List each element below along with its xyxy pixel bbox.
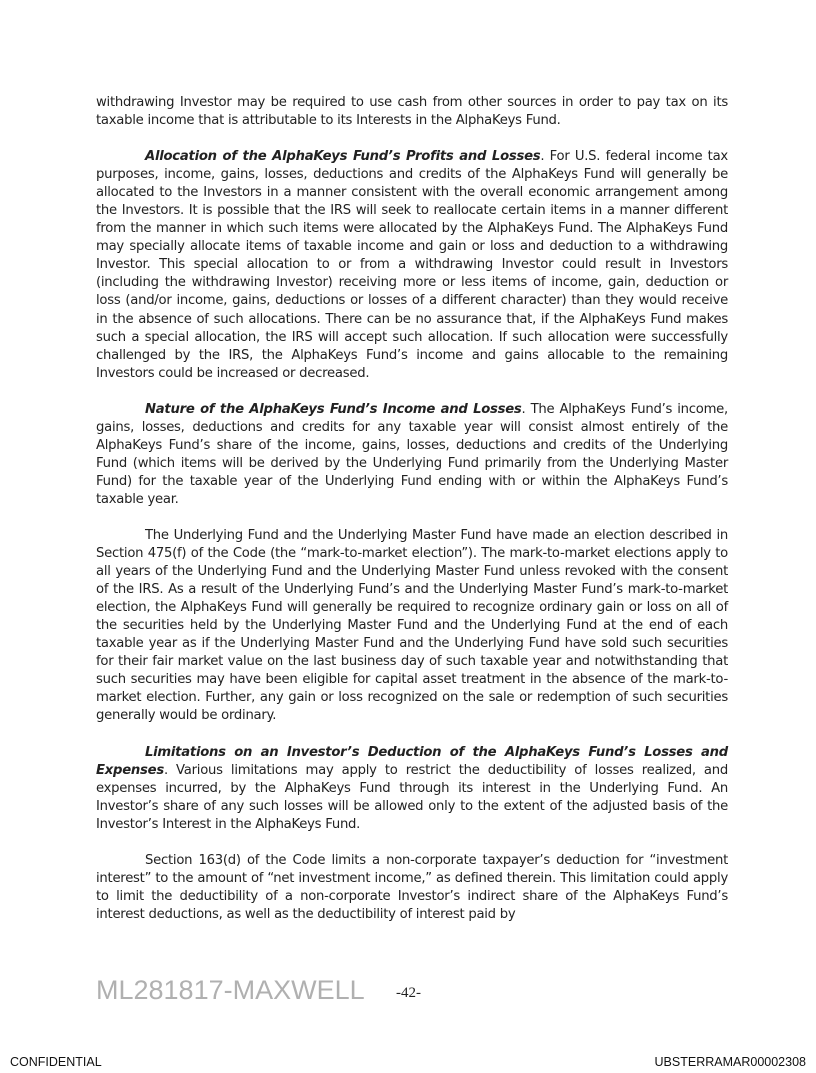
paragraph-text: . For U.S. federal income tax purposes, income, gains, losses, deductions and credits of the AlphaKeys Fund will generally be allocated to the Investors in a manner consistent with the overall economic arrangement among the Investors. It is possible that the IRS will seek to reallocate certain items in a manner different from the manner in which such items were allocated by the AlphaKeys Fund. The AlphaKeys Fund may specially allocate items of taxable income and gain or loss and deduction to a withdrawing Investor. This special allocation to or from a withdrawing Investor could result in Investors (including the withdrawing Investor) receiving more or less items of income, gain, deduction or loss (and/or income, gains, deductions or losses of a different character) than they would receive in the absence of such allocations. There can be no assurance that, if the AlphaKeys Fund makes such a special allocation, the IRS will accept such allocation. If such allocation were successfully challenged by the IRS, the AlphaKeys Fund’s income and gains allocable to the remaining Investors could be increased or decreased. — [96, 149, 728, 381]
paragraph-text: . Various limitations may apply to restrict the deductibility of losses realized, and expenses incurred, by the AlphaKeys Fund through its interest in the Underlying Fund. An Investor’s share of any such losses will be allowed only to the extent of the adjusted basis of the Investor’s Interest in the AlphaKeys Fund. — [96, 762, 728, 832]
paragraph-1 — [96, 94, 728, 130]
bates-number: UBSTERRAMAR00002308 — [654, 1055, 806, 1069]
document-body — [96, 94, 728, 942]
confidential-label: CONFIDENTIAL — [10, 1055, 102, 1069]
watermark-stamp: ML281817-MAXWELL — [96, 975, 365, 1005]
paragraph-nature — [96, 401, 728, 509]
paragraph-text: The Underlying Fund and the Underlying Master Fund have made an election described in Section 475(f) of the Code (the “mark-to-market election”). The mark-to-market elections apply to all years of the Underlying Fund and the Underlying Master Fund unless revoked with the consent of the IRS. As a result of the Underlying Fund’s and the Underlying Master Fund’s mark-to-market election, the AlphaKeys Fund will generally be required to recognize ordinary gain or loss on all of the securities held by the Underlying Master Fund and the Underlying Fund at the end of each taxable year as if the Underlying Master Fund and the Underlying Fund have sold such securities for their fair market value on the last business day of such taxable year and notwithstanding that such securities may have been eligible for capital asset treatment in the absence of the mark-to-market election. Further, any gain or loss recognized on the sale or redemption of such securities generally would be ordinary. — [96, 527, 728, 724]
section-heading: Allocation of the AlphaKeys Fund’s Profits and Losses — [145, 149, 541, 165]
paragraph-text: . The AlphaKeys Fund’s income, gains, losses, deductions and credits for any taxable year will consist almost entirely of the AlphaKeys Fund’s share of the income, gains, losses, deductions and credits of the Underlying Fund (which items will be derived by the Underlying Fund primarily from the Underlying Master Fund) for the taxable year of the Underlying Fund ending with or within the AlphaKeys Fund’s taxable year. — [96, 401, 728, 507]
paragraph-section-163d — [96, 852, 728, 924]
paragraph-text: withdrawing Investor may be required to use cash from other sources in order to pay tax on its taxable income that is attributable to its Interests in the AlphaKeys Fund. — [96, 95, 728, 129]
section-heading: Limitations on an Investor’s Deduction of the AlphaKeys Fund’s Losses and Expenses — [96, 744, 728, 778]
paragraph-allocation — [96, 148, 728, 383]
paragraph-mark-to-market — [96, 527, 728, 726]
paragraph-text: Section 163(d) of the Code limits a non-corporate taxpayer’s deduction for “investment interest” to the amount of “net investment income,” as defined therein. This limitation could apply to limit the deductibility of a non-corporate Investor’s indirect share of the AlphaKeys Fund’s interest deductions, as well as the deductibility of interest paid by — [96, 852, 728, 922]
section-heading: Nature of the AlphaKeys Fund’s Income and Losses — [145, 401, 522, 417]
page-number: -42- — [396, 985, 421, 1001]
paragraph-limitations — [96, 744, 728, 834]
